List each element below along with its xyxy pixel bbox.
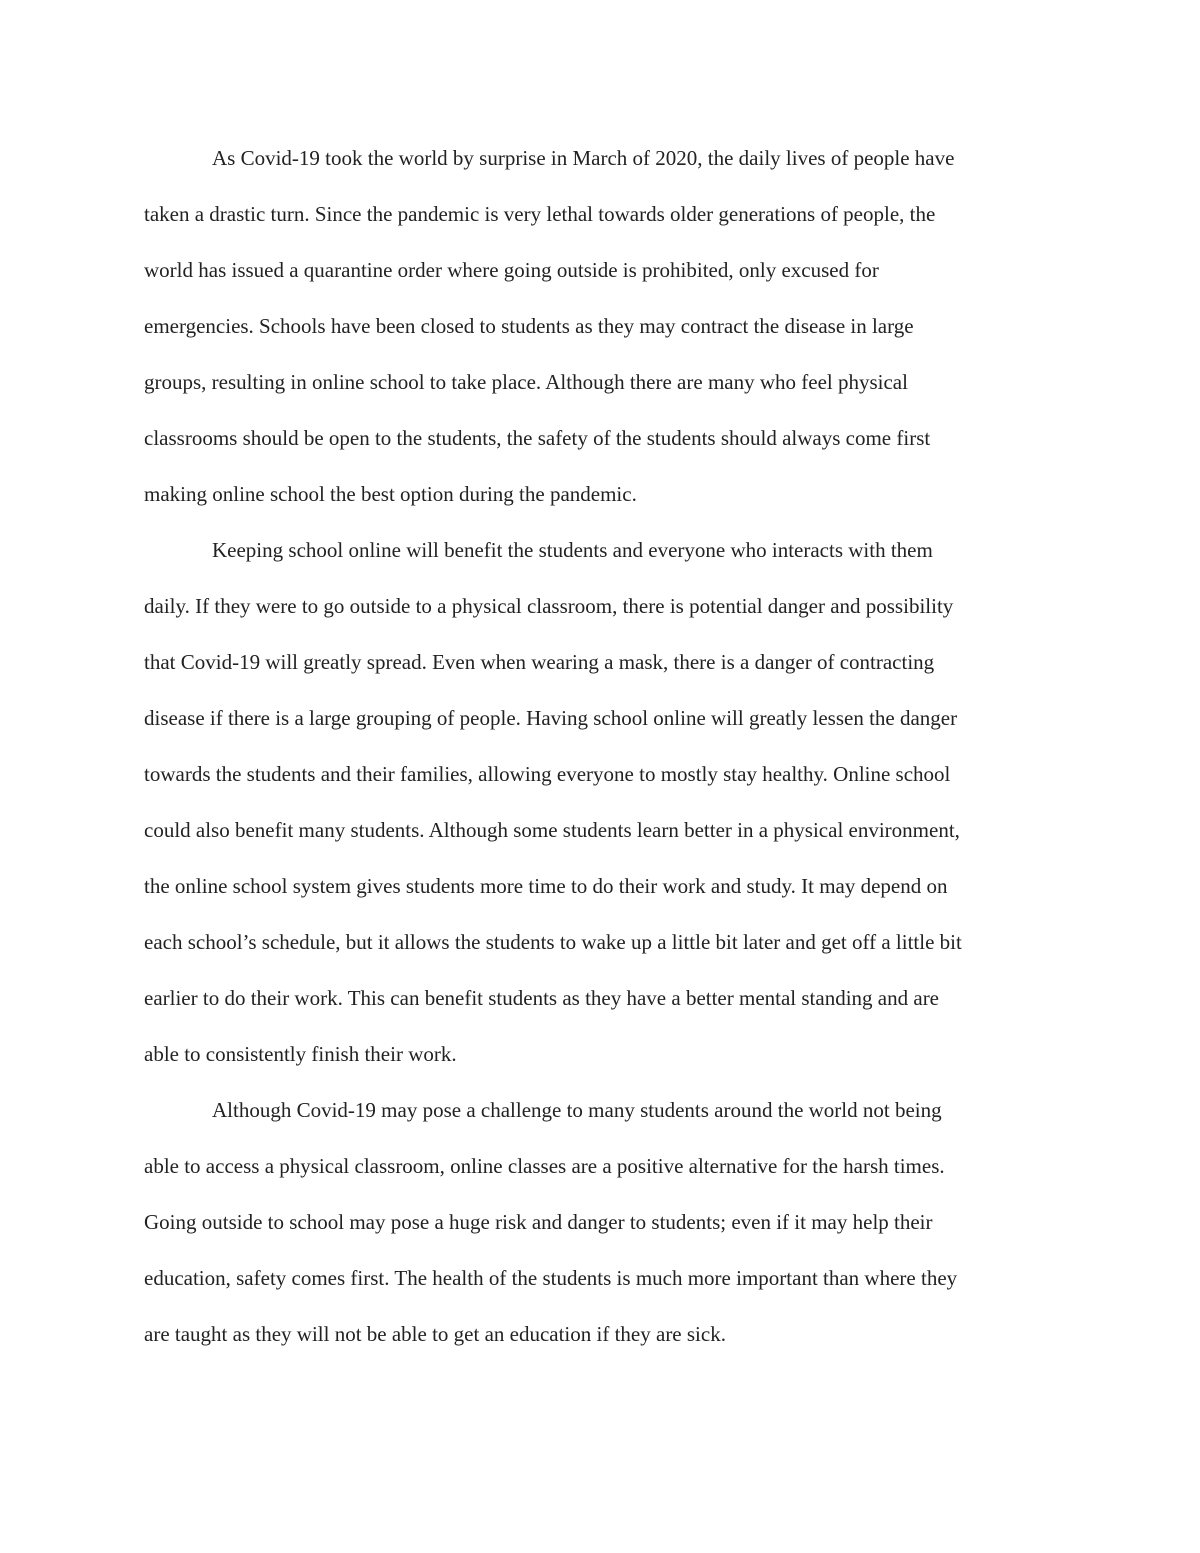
paragraph-line: the online school system gives students more time to do their work and study. It may depend on [144, 874, 948, 898]
paragraph-line: able to access a physical classroom, online classes are a positive alternative for the harsh times. [144, 1154, 945, 1178]
paragraph-line: emergencies. Schools have been closed to students as they may contract the disease in large [144, 314, 914, 338]
paragraph-conclusion [144, 1082, 1062, 1362]
paragraph-line: groups, resulting in online school to take place. Although there are many who feel physical [144, 370, 908, 394]
paragraph-line: taken a drastic turn. Since the pandemic is very lethal towards older generations of people, the [144, 202, 936, 226]
paragraph-line: Although Covid-19 may pose a challenge to many students around the world not being [212, 1098, 942, 1122]
paragraph-line: As Covid-19 took the world by surprise in March of 2020, the daily lives of people have [212, 146, 955, 170]
paragraph-line: education, safety comes first. The health of the students is much more important than where they [144, 1266, 958, 1290]
paragraph-line: world has issued a quarantine order where going outside is prohibited, only excused for [144, 258, 879, 282]
paragraph-line: disease if there is a large grouping of people. Having school online will greatly lessen the danger [144, 706, 958, 730]
paragraph-line: Keeping school online will benefit the students and everyone who interacts with them [212, 538, 933, 562]
paragraph-line: towards the students and their families, allowing everyone to mostly stay healthy. Online school [144, 762, 951, 786]
essay-body [144, 130, 1062, 1362]
paragraph-line: each school’s schedule, but it allows the students to wake up a little bit later and get off a little bit [144, 930, 962, 954]
paragraph-line: earlier to do their work. This can benefit students as they have a better mental standing and are [144, 986, 940, 1010]
paragraph-line: making online school the best option during the pandemic. [144, 482, 637, 506]
paragraph-line: Going outside to school may pose a huge risk and danger to students; even if it may help their [144, 1210, 933, 1234]
paragraph-line: that Covid-19 will greatly spread. Even when wearing a mask, there is a danger of contracting [144, 650, 935, 674]
paragraph-line: are taught as they will not be able to get an education if they are sick. [144, 1322, 726, 1346]
paragraph-line: classrooms should be open to the students, the safety of the students should always come first [144, 426, 931, 450]
paragraph-line: daily. If they were to go outside to a physical classroom, there is potential danger and possibility [144, 594, 954, 618]
paragraph-body [144, 522, 1062, 1082]
paragraph-line: could also benefit many students. Although some students learn better in a physical environment, [144, 818, 960, 842]
paragraph-line: able to consistently finish their work. [144, 1042, 457, 1066]
paragraph-introduction [144, 130, 1062, 522]
